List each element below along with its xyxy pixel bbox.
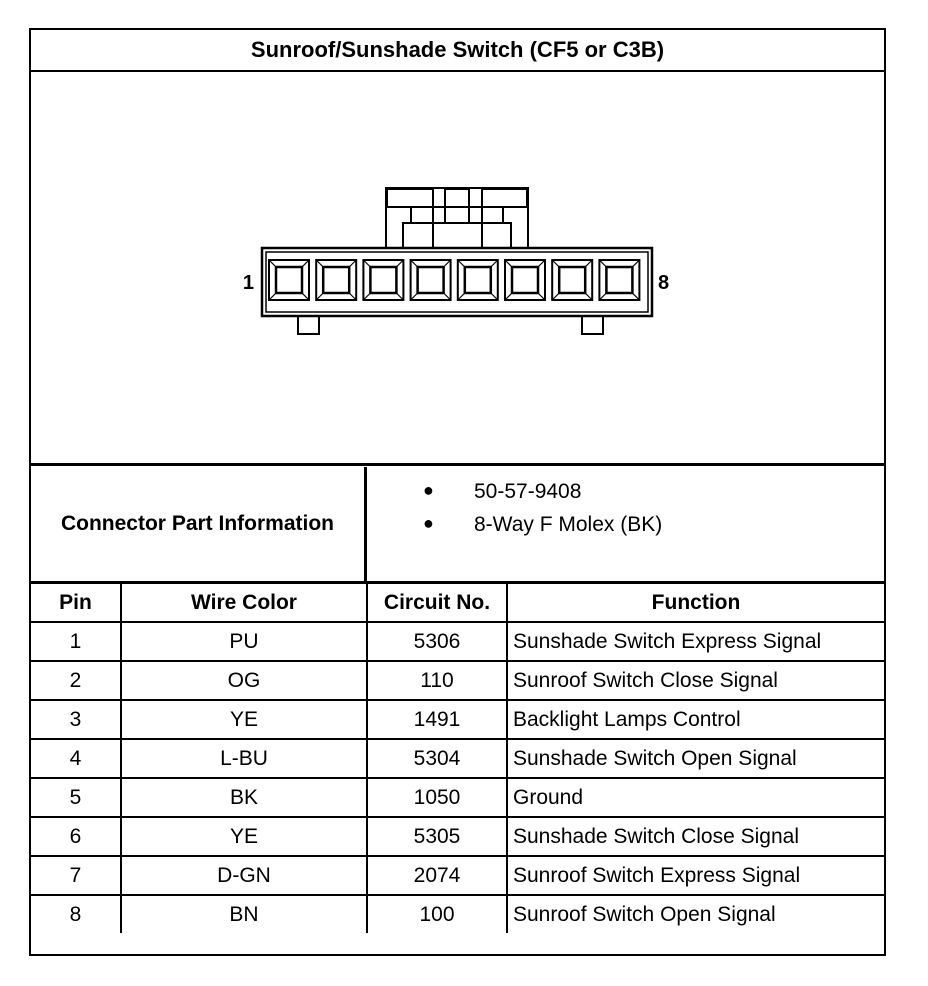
pin-cavity xyxy=(363,260,403,300)
cell-pin: 5 xyxy=(31,778,121,817)
table-header-row xyxy=(31,584,884,622)
page-title: Sunroof/Sunshade Switch (CF5 or C3B) xyxy=(31,30,884,72)
cell-pin: 4 xyxy=(31,739,121,778)
cell-function: Ground xyxy=(507,778,884,817)
cell-wire-color: YE xyxy=(121,700,367,739)
cell-function: Sunroof Switch Close Signal xyxy=(507,661,884,700)
cell-function: Sunroof Switch Open Signal xyxy=(507,895,884,933)
cell-function: Sunroof Switch Express Signal xyxy=(507,856,884,895)
cell-pin: 8 xyxy=(31,895,121,933)
table-row xyxy=(31,856,884,895)
bullet-icon: ● xyxy=(423,513,434,533)
table-row xyxy=(31,778,884,817)
table-row xyxy=(31,700,884,739)
pin-8-label: 8 xyxy=(658,272,670,294)
pin-1-label: 1 xyxy=(242,272,254,294)
connector-part-information xyxy=(31,467,884,584)
cell-pin: 2 xyxy=(31,661,121,700)
header-function: Function xyxy=(507,584,884,622)
connector-sheet xyxy=(29,28,886,956)
connector-face-illustration xyxy=(31,72,884,466)
table-row xyxy=(31,895,884,933)
pin-cavity xyxy=(458,260,498,300)
cell-pin: 3 xyxy=(31,700,121,739)
pin-cavity xyxy=(552,260,592,300)
bullet-icon: ● xyxy=(423,480,434,500)
cell-function: Backlight Lamps Control xyxy=(507,700,884,739)
cell-wire-color: YE xyxy=(121,817,367,856)
cell-circuit-no: 2074 xyxy=(367,856,507,895)
latch-housing xyxy=(386,188,528,248)
cell-circuit-no: 5305 xyxy=(367,817,507,856)
pinout-table xyxy=(31,584,884,933)
cell-pin: 6 xyxy=(31,817,121,856)
cell-circuit-no: 5306 xyxy=(367,622,507,661)
connector-diagram xyxy=(31,72,884,466)
cell-function: Sunshade Switch Close Signal xyxy=(507,817,884,856)
table-row xyxy=(31,739,884,778)
connector-foot-right xyxy=(582,316,603,334)
pin-cavity xyxy=(505,260,545,300)
pin-cavity xyxy=(411,260,451,300)
cell-wire-color: D-GN xyxy=(121,856,367,895)
cell-pin: 7 xyxy=(31,856,121,895)
part-info-label: Connector Part Information xyxy=(31,467,367,581)
table-row xyxy=(31,622,884,661)
table-row xyxy=(31,817,884,856)
cell-function: Sunshade Switch Open Signal xyxy=(507,739,884,778)
cell-wire-color: BN xyxy=(121,895,367,933)
header-wire-color: Wire Color xyxy=(121,584,367,622)
connector-foot-left xyxy=(298,316,319,334)
cell-circuit-no: 1050 xyxy=(367,778,507,817)
table-row xyxy=(31,661,884,700)
cell-wire-color: L-BU xyxy=(121,739,367,778)
cell-pin: 1 xyxy=(31,622,121,661)
cell-circuit-no: 110 xyxy=(367,661,507,700)
cell-circuit-no: 100 xyxy=(367,895,507,933)
pin-cavity xyxy=(316,260,356,300)
pin-cavity xyxy=(269,260,309,300)
header-circuit-no: Circuit No. xyxy=(367,584,507,622)
cell-circuit-no: 1491 xyxy=(367,700,507,739)
header-pin: Pin xyxy=(31,584,121,622)
cell-wire-color: OG xyxy=(121,661,367,700)
cell-wire-color: BK xyxy=(121,778,367,817)
part-info-list: ● 50-57-9408 ● 8-Way F Molex (BK) xyxy=(423,480,663,536)
pin-cavity xyxy=(599,260,639,300)
cell-wire-color: PU xyxy=(121,622,367,661)
cell-circuit-no: 5304 xyxy=(367,739,507,778)
cell-function: Sunshade Switch Express Signal xyxy=(507,622,884,661)
